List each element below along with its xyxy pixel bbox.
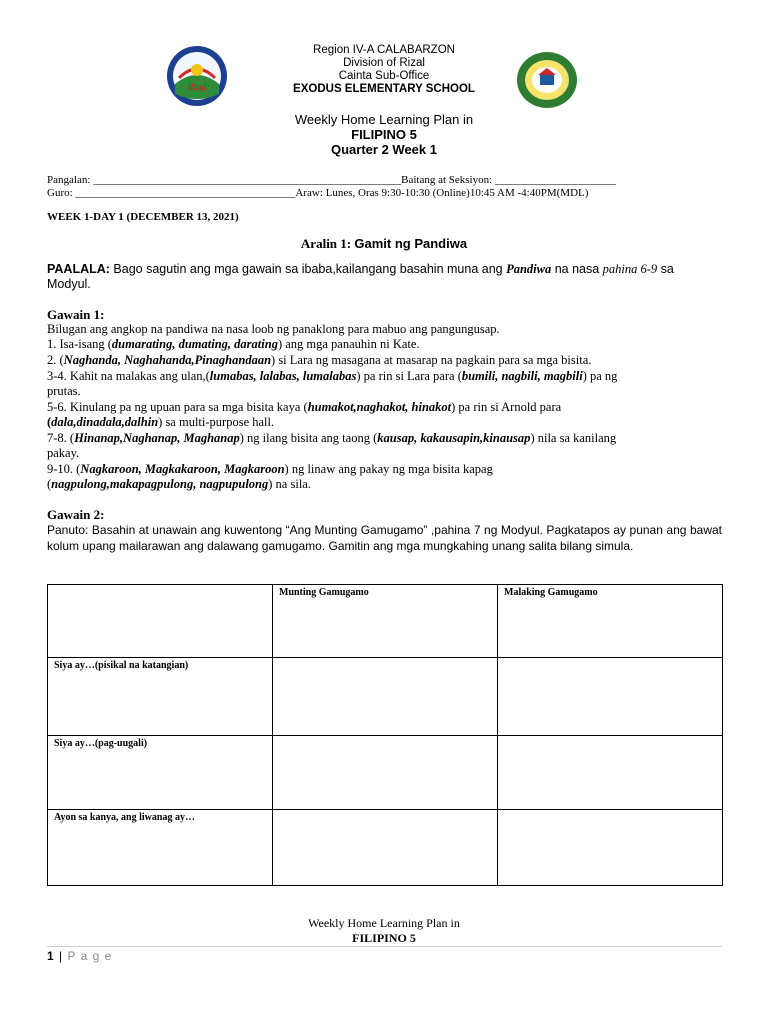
sentence-1: 1. Isa-isang (dumarating, dumating, darating) ang mga panauhin ni Kate. — [47, 337, 420, 351]
aralin-heading — [0, 236, 768, 252]
row-label-ugali: Siya ay…(pag-uugali) — [48, 736, 273, 810]
footer-divider — [47, 946, 722, 947]
paalala-label: PAALALA: — [47, 262, 110, 276]
division-text: Division of Rizal — [343, 57, 425, 69]
table-header-malaki: Malaking Gamugamo — [498, 585, 723, 658]
sentence-5-6-cont: (dala,dinadala,dalhin) sa multi-purpose hall. — [47, 415, 275, 429]
paalala-text3: sa — [657, 262, 674, 276]
page-word: P a g e — [67, 949, 113, 963]
table-header-munting: Munting Gamugamo — [273, 585, 498, 658]
row-label-pisikal: Siya ay…(pisikal na katangian) — [48, 658, 273, 736]
plan-title: Weekly Home Learning Plan in — [294, 112, 474, 127]
office-text: Cainta Sub-Office — [338, 70, 430, 82]
page-num-value: 1 — [47, 949, 55, 963]
division-logo-text: Rizal — [187, 82, 207, 92]
sentence-7-8: 7-8. (Hinanap,Naghanap, Maghanap) ng ilang bisita ang taong (kausap, kakausapin,kinausap) nila sa kanilang — [47, 431, 617, 445]
table-header-empty — [48, 585, 273, 658]
paalala-word: Pandiwa — [506, 262, 552, 276]
choices-5: humakot,naghakot, hinakot — [307, 400, 452, 414]
pangalan-line: Pangalan: ________________________________________________________Baitang at Seksiyon: ______________________ — [47, 174, 616, 186]
week-day: WEEK 1-DAY 1 (DECEMBER 13, 2021) — [47, 211, 239, 223]
cell-munting-ugali[interactable] — [273, 736, 498, 810]
paalala-line2: Modyul. — [47, 277, 91, 291]
paalala-line — [47, 262, 674, 277]
guro-line: Guro: ________________________________________Araw: Lunes, Oras 9:30-10:30 (Online)10:45 AM -4:40PM(MDL) — [47, 187, 589, 199]
paalala-text2: na nasa — [551, 262, 603, 276]
footer-subject: FILIPINO 5 — [352, 931, 416, 945]
choices-4: bumili, nagbili, magbili — [461, 369, 583, 383]
gawain2-panuto: Panuto: Basahin at unawain ang kuwentong “Ang Munting Gamugamo” ,pahina 7 ng Modyul. Pagkatapos ay punan ang bawat kolum upang mailarawan ang dalawang gamugamo. Gamitin ang mga mungkahing unang salita bilang simula. — [47, 523, 722, 553]
gawain1-heading: Gawain 1: — [47, 307, 105, 322]
sentence-3-4-cont: prutas. — [47, 384, 81, 398]
choices-8: kausap, kakausapin,kinausap — [377, 431, 531, 445]
sentence-5-6: 5-6. Kinulang pa ng upuan para sa mga bisita kaya (humakot,naghakot, hinakot) pa rin si Arnold para — [47, 400, 562, 414]
gamugamo-table — [47, 584, 723, 886]
cell-munting-liwanag[interactable] — [273, 810, 498, 886]
choices-9: Nagkaroon, Magkakaroon, Magkaroon — [80, 462, 285, 476]
sentence-2: 2. (Naghanda, Naghahanda,Pinaghandaan) si Lara ng masagana at masarap na pagkain para sa mga bisita. — [47, 353, 592, 367]
cell-munting-pisikal[interactable] — [273, 658, 498, 736]
school-name: EXODUS ELEMENTARY SCHOOL — [293, 83, 475, 95]
sentence-3-4: 3-4. Kahit na malakas ang ulan,(lumabas, lalabas, lumalabas) pa rin si Lara para (bumili, nagbili, magbili) pa ng — [47, 369, 618, 383]
choices-7: Hinanap,Naghanap, Maghanap — [74, 431, 240, 445]
page-number — [47, 949, 112, 963]
region-text: Region IV-A CALABARZON — [313, 44, 455, 56]
gawain2-heading: Gawain 2: — [47, 507, 105, 522]
sentence-7-8-cont: pakay. — [47, 446, 80, 460]
cell-malaki-ugali[interactable] — [498, 736, 723, 810]
sentence-9-10: 9-10. (Nagkaroon, Magkakaroon, Magkaroon) ng linaw ang pakay ng mga bisita kapag — [47, 462, 493, 476]
choices-6: dala,dinadala,dalhin — [51, 415, 159, 429]
choices-10: nagpulong,makapagpulong, nagpupulong — [51, 477, 269, 491]
aralin-title: Gamit ng Pandiwa — [354, 236, 468, 251]
subject-title: FILIPINO 5 — [351, 127, 417, 142]
gawain1-instruction: Bilugan ang angkop na pandiwa na nasa loob ng panaklong para mabuo ang pangungusap. — [47, 322, 500, 336]
sentence-9-10-cont: (nagpulong,makapagpulong, nagpupulong) na sila. — [47, 477, 311, 491]
footer-title: Weekly Home Learning Plan in — [308, 916, 460, 930]
aralin-label: Aralin 1: — [300, 236, 352, 251]
choices-1: dumarating, dumating, darating — [111, 337, 278, 351]
choices-2: Naghanda, Naghahanda,Pinaghandaan — [63, 353, 272, 367]
row-label-liwanag: Ayon sa kanya, ang liwanag ay… — [48, 810, 273, 886]
paalala-text: Bago sagutin ang mga gawain sa ibaba,kailangang basahin muna ang — [109, 262, 507, 276]
page-ref: pahina 6-9 — [602, 262, 658, 276]
page-separator: | — [54, 949, 68, 963]
choices-3: lumabas, lalabas, lumalabas — [209, 369, 357, 383]
cell-malaki-pisikal[interactable] — [498, 658, 723, 736]
cell-malaki-liwanag[interactable] — [498, 810, 723, 886]
quarter-title: Quarter 2 Week 1 — [331, 142, 437, 157]
